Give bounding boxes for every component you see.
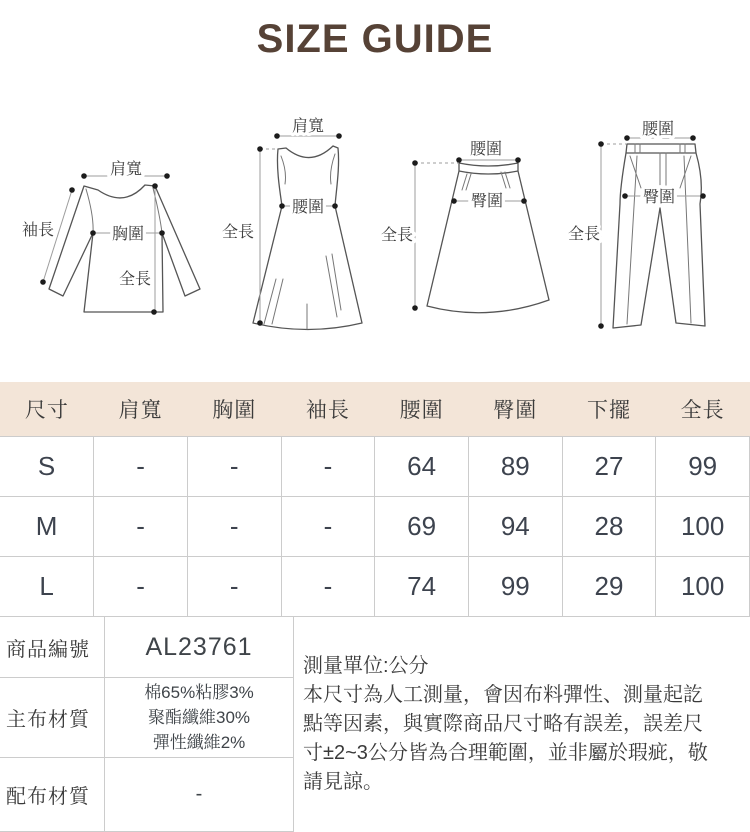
value-cell: - (187, 497, 281, 557)
product-code-row (0, 617, 750, 678)
col-header-size: 尺寸 (0, 382, 94, 437)
measurement-note (294, 617, 750, 832)
main-fabric-label: 主布材質 (0, 678, 105, 758)
value-cell: - (94, 437, 188, 497)
value-cell: 74 (375, 557, 469, 617)
fabric-line: 彈性纖維2% (106, 730, 292, 755)
label-sleeve-length: 袖長 (22, 221, 54, 239)
value-cell: - (94, 557, 188, 617)
label-total-length: 全長 (568, 225, 600, 243)
value-cell: 99 (468, 557, 562, 617)
value-cell: 28 (562, 497, 656, 557)
product-code-label: 商品編號 (0, 617, 105, 678)
table-row-m (0, 497, 750, 557)
value-cell: - (281, 497, 375, 557)
note-unit-line: 測量單位:公分 (303, 652, 720, 681)
label-chest: 胸圍 (112, 225, 144, 243)
col-header-sleeve: 袖長 (281, 382, 375, 437)
trim-fabric-value: - (105, 758, 294, 832)
value-cell: 100 (656, 497, 750, 557)
value-cell: - (281, 557, 375, 617)
size-table-header-row (0, 382, 750, 437)
label-shoulder-width: 肩寬 (110, 160, 142, 178)
size-table (0, 382, 750, 616)
value-cell: - (187, 557, 281, 617)
value-cell: 29 (562, 557, 656, 617)
pants-diagram-icon (563, 96, 748, 356)
sleeveless-dress-diagram-icon (210, 96, 390, 356)
value-cell: - (281, 437, 375, 497)
label-waist: 腰圍 (470, 140, 502, 158)
label-hip: 臀圍 (643, 188, 675, 206)
long-sleeve-top-diagram-icon (0, 96, 220, 356)
value-cell: 64 (375, 437, 469, 497)
col-header-waist: 腰圍 (375, 382, 469, 437)
value-cell: 69 (375, 497, 469, 557)
col-header-hip: 臀圍 (468, 382, 562, 437)
label-hip: 臀圍 (471, 192, 503, 210)
value-cell: 100 (656, 557, 750, 617)
label-waist: 腰圍 (292, 198, 324, 216)
fabric-line: 棉65%粘膠3% (106, 680, 292, 705)
size-cell: M (0, 497, 94, 557)
value-cell: 27 (562, 437, 656, 497)
col-header-shoulder: 肩寬 (94, 382, 188, 437)
value-cell: 99 (656, 437, 750, 497)
value-cell: - (187, 437, 281, 497)
label-total-length: 全長 (381, 226, 413, 244)
page-title: SIZE GUIDE (0, 0, 750, 62)
col-header-hem: 下擺 (562, 382, 656, 437)
value-cell: - (94, 497, 188, 557)
skirt-diagram-icon (375, 96, 565, 356)
label-total-length: 全長 (222, 223, 254, 241)
garment-diagrams (0, 96, 750, 378)
label-waist: 腰圍 (642, 120, 674, 138)
table-row-s (0, 437, 750, 497)
fabric-line: 聚酯纖維30% (106, 705, 292, 730)
size-cell: S (0, 437, 94, 497)
value-cell: 94 (468, 497, 562, 557)
main-fabric-value (105, 678, 294, 758)
label-total-length: 全長 (119, 270, 151, 288)
product-info-table (0, 616, 750, 832)
trim-fabric-label: 配布材質 (0, 758, 105, 832)
value-cell: 89 (468, 437, 562, 497)
table-row-l (0, 557, 750, 617)
col-header-length: 全長 (656, 382, 750, 437)
product-code-value: AL23761 (105, 617, 294, 678)
label-shoulder-width: 肩寬 (292, 117, 324, 135)
note-body: 本尺寸為人工測量，會因布料彈性、測量起訖點等因素，與實際商品尺寸略有誤差，誤差尺寸±2~3公分皆為合理範圍，並非屬於瑕疵，敬請見諒。 (303, 681, 720, 797)
col-header-chest: 胸圍 (187, 382, 281, 437)
size-cell: L (0, 557, 94, 617)
